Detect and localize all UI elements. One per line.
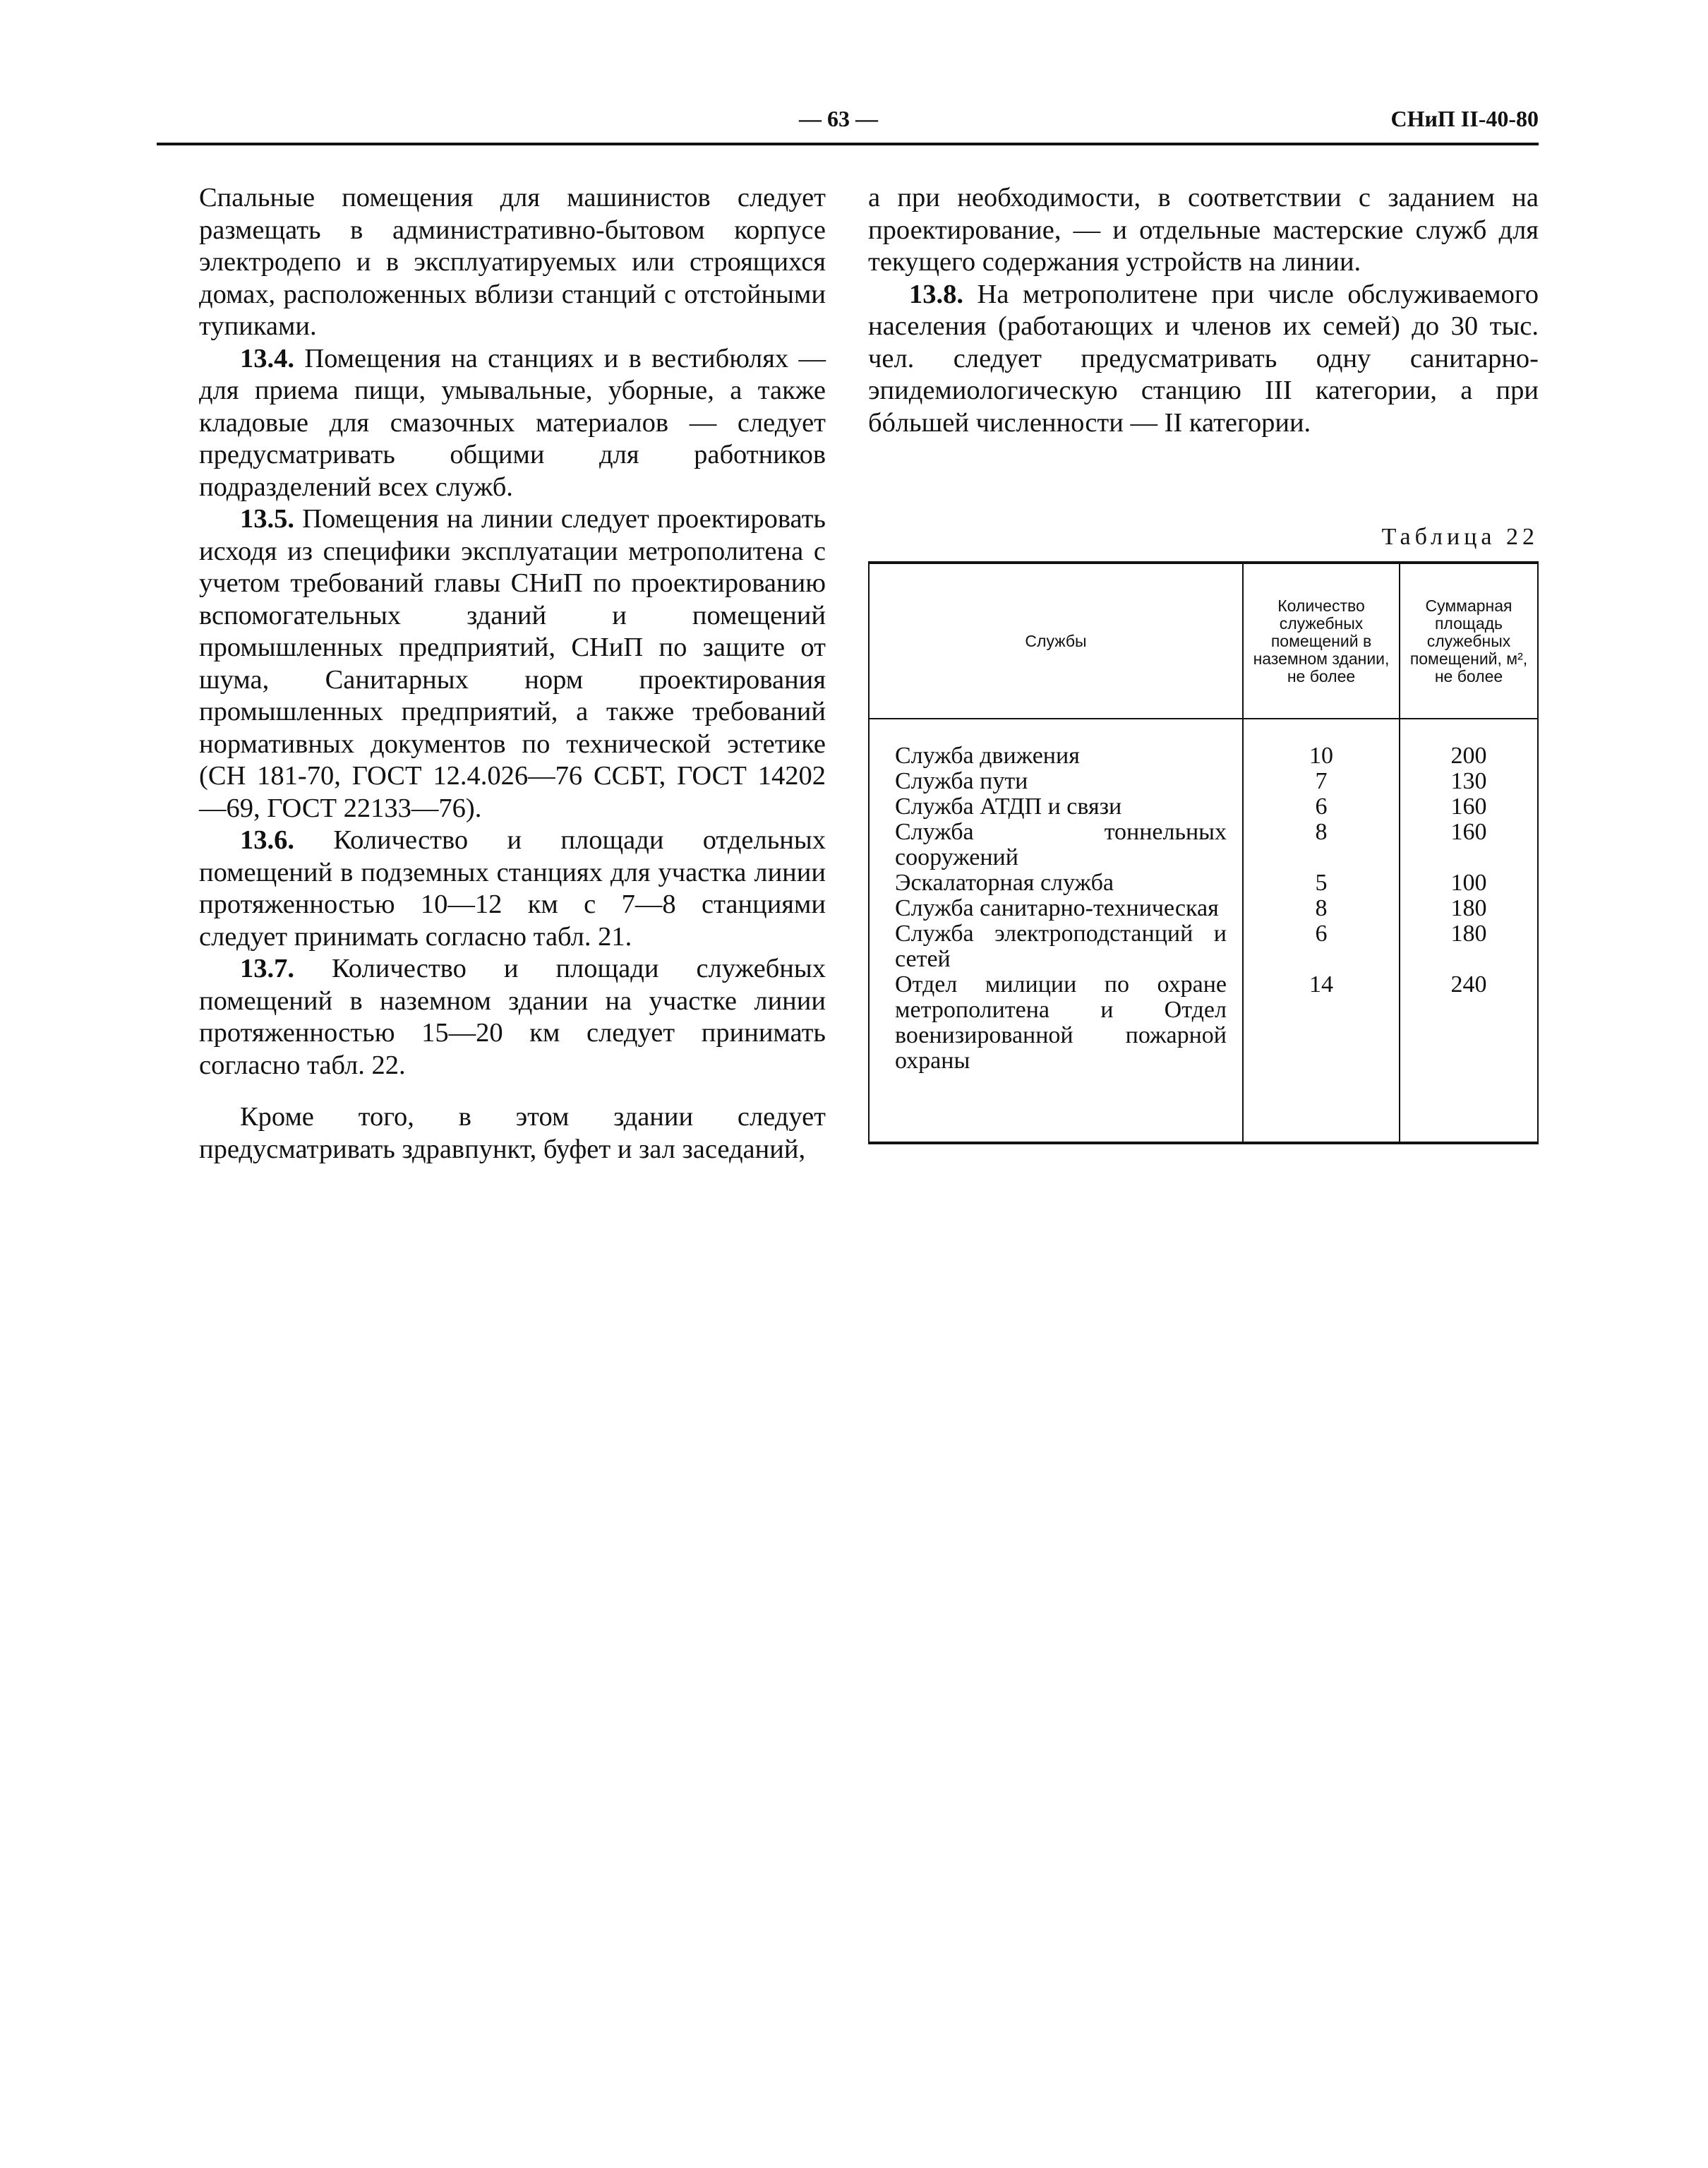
table-body — [868, 743, 1539, 1074]
paragraph-13-5: 13.5. Помещения на линии следует проектировать исходя из специфики эксплуатации метрополитена с учетом требований главы СНиП по проектированию вспомогательных зданий и помещений промышленных предприятий, СНиП по защите от шума, Санитарных норм проектирования промышленных предприятий, а также требований нормативных документов по технической эстетике (СН 181-70, ГОСТ 12.4.026—76 ССБТ, ГОСТ 14202—69, ГОСТ 22133—76). — [199, 504, 826, 823]
total-area: 160 — [1450, 793, 1487, 820]
service-name: Эскалаторная служба — [895, 870, 1114, 896]
header-total-area: Суммарная площадь служебных помещений, м², не более — [1409, 596, 1528, 685]
right-column — [868, 182, 1539, 439]
service-name: Служба движения — [895, 743, 1080, 769]
total-area: 130 — [1450, 768, 1487, 794]
total-area: 180 — [1450, 921, 1487, 947]
service-name: Отдел милиции по охране метрополитена и Отдел военизированной пожарной охраны — [895, 971, 1227, 1074]
service-name: Служба тоннельных сооружений — [895, 819, 1227, 870]
table-row — [868, 769, 1539, 794]
table-row — [868, 921, 1539, 972]
room-count: 7 — [1315, 768, 1328, 794]
total-area: 240 — [1450, 971, 1487, 998]
total-area: 100 — [1450, 870, 1487, 896]
table-row — [868, 820, 1539, 870]
table-row — [868, 794, 1539, 820]
room-count: 14 — [1309, 971, 1333, 998]
paragraph-13-8: 13.8. На метрополитене при числе обслуживаемого населения (работающих и членов их семей) до 30 тыс. чел. следует предусматривать одну санитарно-эпидемиологическую станцию III категории, а при бóльшей численности — II категории. — [868, 279, 1539, 438]
room-count: 6 — [1315, 921, 1328, 947]
paragraph-13-4: 13.4. Помещения на станциях и в вестибюлях — для приема пищи, умывальные, уборные, а также кладовые для смазочных материалов — следует предусматривать общими для работников подразделений всех служб. — [199, 343, 826, 502]
table-row — [868, 896, 1539, 921]
room-count: 5 — [1315, 870, 1328, 896]
paragraph-continued: а при необходимости, в соответствии с заданием на проектирование, — и отдельные мастерские служб для текущего содержания устройств на линии. — [868, 183, 1539, 277]
header-rule — [157, 143, 1539, 145]
table-header-rule — [868, 718, 1539, 719]
total-area: 180 — [1450, 895, 1487, 921]
table-row — [868, 972, 1539, 1074]
header-room-count: Количество служебных помещений в наземном здании, не более — [1253, 596, 1390, 685]
table-22 — [868, 561, 1539, 1144]
room-count: 8 — [1315, 895, 1328, 921]
service-name: Служба электроподстанций и сетей — [895, 921, 1227, 972]
table-row — [868, 743, 1539, 769]
table-bottom-rule — [868, 1142, 1539, 1144]
left-column — [199, 182, 826, 1166]
document-code: СНиП II-40-80 — [1390, 106, 1539, 131]
page-number: — 63 — — [799, 106, 878, 131]
header-services: Службы — [1025, 631, 1087, 650]
service-name: Служба санитарно-техническая — [895, 895, 1219, 921]
paragraph-intro: Спальные помещения для машинистов следует размещать в административно-бытовом корпусе электродепо и в эксплуатируемых или строящихся домах, расположенных вблизи станций с отстойными тупиками. — [199, 183, 826, 341]
service-name: Служба пути — [895, 768, 1028, 794]
table-row — [868, 870, 1539, 896]
table-caption: Таблица 22 — [1381, 524, 1539, 550]
paragraph-13-6: 13.6. Количество и площади отдельных помещений в подземных станциях для участка линии протяженностью 10—12 км с 7—8 станциями следует принимать согласно табл. 21. — [199, 825, 826, 952]
service-name: Служба АТДП и связи — [895, 793, 1122, 820]
room-count: 10 — [1309, 743, 1333, 769]
room-count: 6 — [1315, 793, 1328, 820]
paragraph-13-7: 13.7. Количество и площади служебных помещений в наземном здании на участке линии протяженностью 15—20 км следует принимать согласно табл. 22. — [199, 954, 826, 1080]
page-header — [157, 106, 1539, 134]
paragraph-continuation: Кроме того, в этом здании следует предусматривать здравпункт, буфет и зал заседаний, — [199, 1102, 826, 1164]
total-area: 160 — [1450, 819, 1487, 845]
total-area: 200 — [1450, 743, 1487, 769]
room-count: 8 — [1315, 819, 1328, 845]
